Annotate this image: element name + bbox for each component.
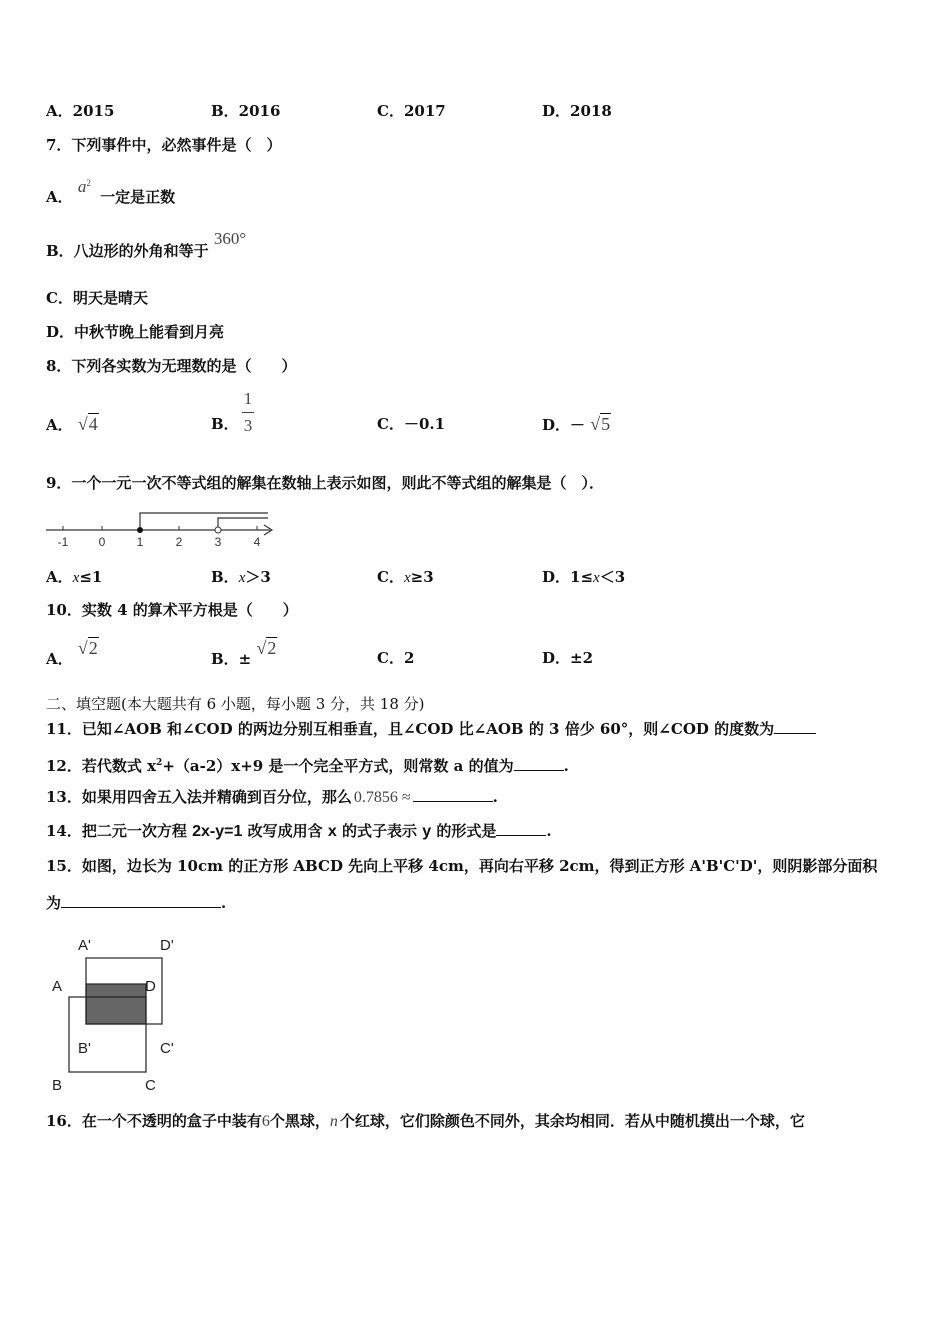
q10-option-c: C．2: [377, 649, 415, 667]
q8-d-radicand: 5: [601, 414, 611, 434]
q7-a-exponent: 2: [86, 178, 91, 188]
q8-option-d-label: D．－: [542, 416, 586, 434]
q8-a-sqrt: √4: [77, 414, 98, 434]
q9-option-d: [542, 567, 625, 588]
q10-b-sqrt: √2: [256, 638, 277, 658]
q10-option-d: D．±2: [542, 649, 594, 667]
q10-a-radicand: 2: [88, 638, 98, 658]
q8-b-numerator: 1: [243, 389, 253, 408]
q9-option-c-var: x: [403, 570, 411, 586]
q7-option-d: D．中秋节晚上能看到月亮: [46, 323, 225, 341]
q16-text-mid: 个黑球，: [269, 1112, 330, 1130]
q14: [46, 821, 552, 842]
q13-text: 13．如果用四舍五入法并精确到百分位，那么: [46, 788, 352, 806]
q11: [46, 719, 816, 739]
q10-option-b-label: B．±: [211, 650, 252, 668]
q16: [46, 1111, 805, 1132]
q9-option-d-rest: ＜3: [599, 568, 626, 586]
q9-option-d-var: x: [593, 570, 600, 586]
q15-shaded-region: [86, 984, 146, 1024]
q9-tick-label: -1: [57, 535, 69, 549]
q13-answer-blank[interactable]: [413, 787, 493, 802]
q9-tick-label: 3: [214, 535, 222, 549]
q7-option-a-label: A．: [46, 188, 73, 206]
q9-option-a-var: x: [72, 570, 80, 586]
q14-y: y: [422, 823, 432, 840]
q9-option-c-label: C．: [377, 568, 404, 586]
q14-equation: 2x-y=1: [192, 823, 243, 840]
q9-option-a: [46, 567, 102, 588]
q13-math: 0.7856 ≈: [353, 789, 411, 806]
q12-end: .: [563, 757, 569, 775]
q16-text-post: 个红球，它们除颜色不同外，其余均相同．若从中随机摸出一个球，它: [339, 1112, 805, 1130]
q16-variable-n: n: [329, 1113, 338, 1130]
q9-option-a-rest: ≤1: [79, 568, 103, 586]
q6-option-c: C．2017: [377, 102, 446, 120]
q15-label-d: D: [145, 978, 156, 995]
q9-option-a-label: A．: [46, 568, 73, 586]
q16-text-pre: 16．在一个不透明的盒子中装有: [46, 1112, 262, 1130]
q8-option-a: [46, 414, 99, 435]
q9-tick-label: 4: [253, 535, 261, 549]
q8-d-sqrt: √5: [590, 414, 611, 434]
q8-stem: 8．下列各实数为无理数的是（ ）: [46, 357, 297, 375]
q14-answer-blank[interactable]: [496, 821, 546, 836]
q7-option-a-text: 一定是正数: [100, 188, 176, 206]
q9-option-b-var: x: [238, 570, 246, 586]
q6-option-a: A．2015: [46, 102, 115, 120]
q8-option-a-label: A．: [46, 416, 73, 434]
q14-text-mid2: 的式子表示: [336, 822, 423, 840]
q9-number-line: [40, 508, 280, 553]
q12-text-post: +（a-2）x+9 是一个完全平方式，则常数 a 的值为: [162, 757, 514, 775]
q15-answer-blank[interactable]: [61, 893, 221, 908]
q9-option-b-rest: ＞3: [245, 568, 271, 586]
q11-answer-blank[interactable]: [774, 719, 816, 734]
q8-option-c: C．－0.1: [377, 415, 446, 433]
q15-label-d-prime: D': [160, 937, 174, 954]
q9-tick-label: 1: [136, 535, 144, 549]
q7-option-b: [46, 229, 247, 261]
q15-label-b-prime: B': [78, 1040, 91, 1057]
q9-tick-label: 2: [175, 535, 183, 549]
q10-a-sqrt: √2: [77, 638, 98, 658]
q15-label-a-prime: A': [78, 937, 91, 954]
q10-option-a: [46, 638, 99, 669]
q15-label-c-prime: C': [160, 1040, 174, 1057]
q8-option-b-label: B．: [211, 415, 239, 433]
q15-line2: [46, 893, 226, 913]
q9-option-c: [377, 567, 434, 588]
q9-option-b-label: B．: [211, 568, 239, 586]
q15-label-c: C: [145, 1077, 156, 1094]
q11-text: 11．已知∠AOB 和∠COD 的两边分别互相垂直，且∠COD 比∠AOB 的 3 倍少 60°，则∠COD 的度数为: [46, 720, 775, 738]
q12-answer-blank[interactable]: [514, 756, 564, 771]
q12-text-pre: 12．若代数式 x: [46, 757, 157, 775]
q12: [46, 753, 569, 776]
q8-b-denominator: 3: [243, 416, 253, 435]
q15-end: .: [221, 894, 227, 912]
q9-option-d-label: D．1≤: [542, 568, 594, 586]
q15-label-a: A: [52, 978, 63, 995]
q7-option-c: C．明天是晴天: [46, 289, 148, 307]
q10-b-radicand: 2: [267, 638, 277, 658]
q14-end: .: [546, 822, 552, 840]
q13-end: .: [492, 788, 498, 806]
q12-exponent: 2: [156, 758, 163, 768]
q10-option-a-label: A．: [46, 650, 73, 668]
q7-option-b-label: B．八边形的外角和等于: [46, 242, 209, 260]
q9-option-b: [211, 567, 271, 588]
q16-number-six: 6: [261, 1113, 270, 1130]
q7-stem: 7．下列事件中，必然事件是（ ）: [46, 136, 282, 154]
q6-option-d: D．2018: [542, 102, 612, 120]
q14-text-pre: 14．把二元一次方程: [46, 822, 193, 840]
section-heading: 二、填空题(本大题共有 6 小题，每小题 3 分，共 18 分): [46, 695, 425, 713]
q10-option-b: [211, 638, 277, 669]
q9-option-c-rest: ≥3: [410, 568, 434, 586]
q8-a-radicand: 4: [88, 414, 98, 434]
q7-option-a: [46, 177, 176, 207]
q8-b-fraction-bar: [242, 412, 254, 413]
q6-option-b: B．2016: [211, 102, 281, 120]
q15-line2-pre: 为: [46, 894, 62, 912]
q9-tick-label: 0: [98, 535, 106, 549]
q14-text-post: 的形式是: [431, 822, 497, 840]
q14-x: x: [327, 823, 337, 840]
q15-squares-figure: [44, 930, 194, 1095]
q14-text-mid1: 改写成用含: [242, 822, 328, 840]
q7-a-variable: a: [77, 177, 87, 196]
q10-stem: 10．实数 4 的算术平方根是（ ）: [46, 601, 298, 619]
q7-b-math: 360°: [213, 229, 247, 248]
q15-label-b: B: [52, 1077, 63, 1094]
q9-stem: 9．一个一元一次不等式组的解集在数轴上表示如图，则此不等式组的解集是（ ）．: [46, 474, 604, 492]
q13: [46, 787, 498, 808]
q15-line1: 15．如图，边长为 10cm 的正方形 ABCD 先向上平移 4cm，再向右平移 2cm，得到正方形 A'B'C'D'，则阴影部分面积: [46, 857, 878, 875]
q8-option-d: [542, 414, 611, 435]
